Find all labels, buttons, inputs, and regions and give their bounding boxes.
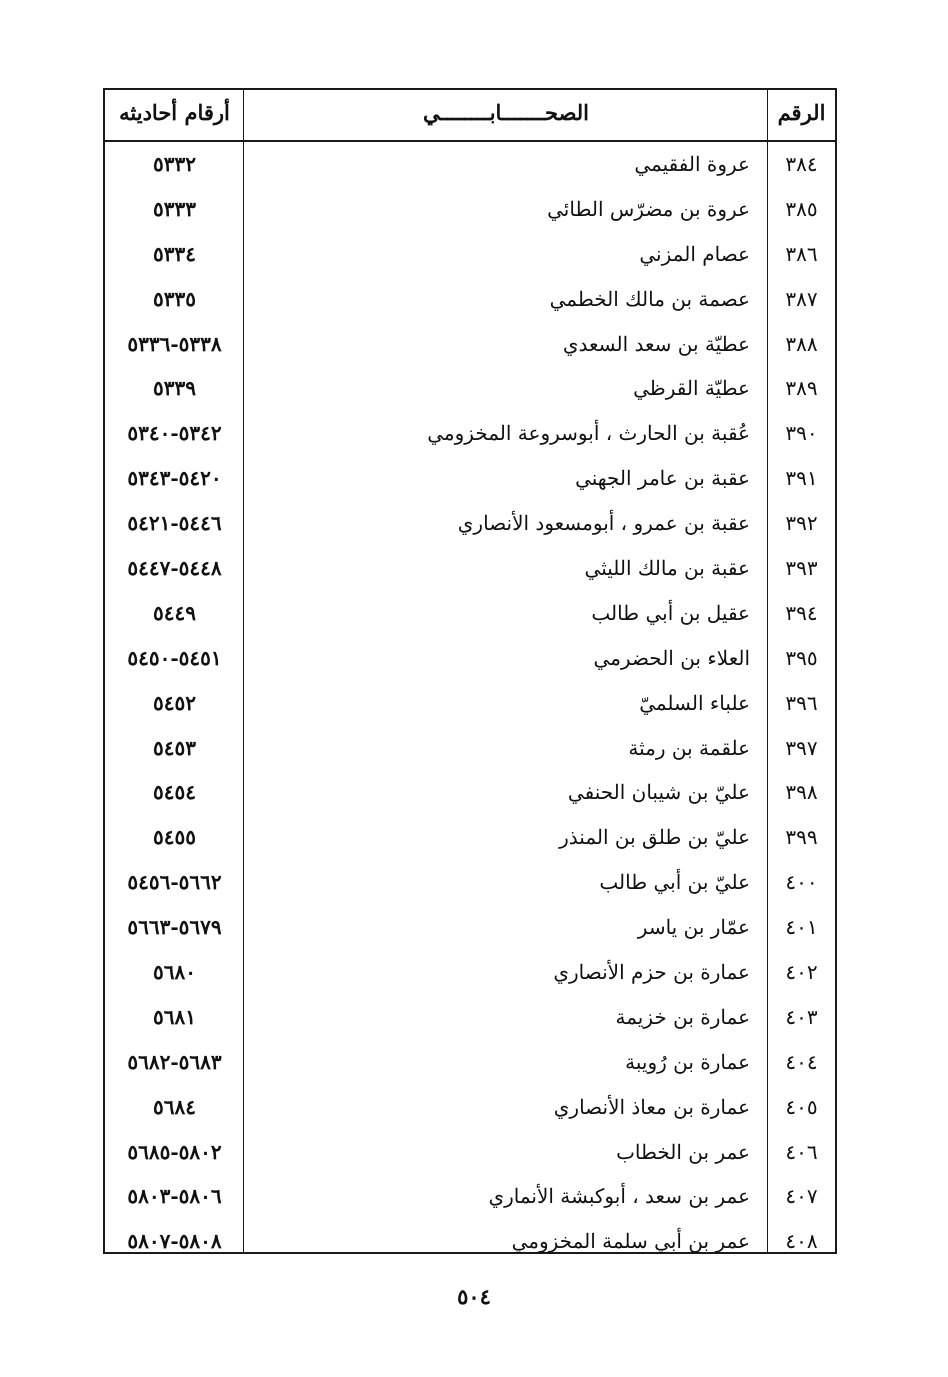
- row-number: ٤٠١: [785, 915, 818, 940]
- row-number: ٣٨٨: [785, 331, 818, 356]
- row-number: ٤٠٧: [785, 1184, 818, 1209]
- table-row: [105, 950, 835, 995]
- hadith-numbers: ٥٦٨٠: [153, 960, 196, 985]
- hadith-numbers: ٥٣٤٢-٥٣٤٠: [127, 421, 222, 446]
- companion-name: عمّار بن ياسر: [637, 915, 750, 940]
- table-header: [105, 90, 835, 142]
- table-row: [105, 1219, 835, 1264]
- hadith-numbers: ٥٤٢٠-٥٣٤٣: [127, 466, 222, 491]
- row-number: ٤٠٥: [785, 1094, 818, 1119]
- hadith-numbers: ٥٣٣٢: [153, 152, 196, 176]
- row-number: ٣٩٠: [785, 421, 818, 446]
- row-number: ٣٨٩: [785, 376, 818, 401]
- companion-name: عليّ بن أبي طالب: [599, 870, 750, 895]
- table-row: [105, 232, 835, 277]
- table-row: [105, 1130, 835, 1175]
- companion-name: عقبة بن مالك الليثي: [584, 556, 750, 581]
- companion-name: عطيّة بن سعد السعدي: [562, 331, 750, 356]
- row-number: ٣٩١: [785, 466, 818, 491]
- row-number: ٣٩٦: [785, 690, 818, 715]
- hadith-numbers: ٥٦٨٣-٥٦٨٢: [127, 1049, 222, 1074]
- hadith-numbers: ٥٣٣٥: [153, 286, 196, 311]
- companion-name: عمارة بن خزيمة: [615, 1004, 750, 1029]
- companion-name: عُقبة بن الحارث ، أبوسروعة المخزومي: [427, 421, 750, 446]
- hadith-numbers: ٥٨٠٢-٥٦٨٥: [127, 1139, 222, 1164]
- table-row: [105, 1040, 835, 1085]
- table-row: [105, 366, 835, 411]
- hadith-numbers: ٥٣٣٨-٥٣٣٦: [127, 331, 222, 356]
- row-number: ٤٠٦: [785, 1139, 818, 1164]
- table-row: [105, 815, 835, 860]
- hadith-numbers: ٥٦٧٩-٥٦٦٣: [127, 915, 222, 940]
- table-row: [105, 1174, 835, 1219]
- hadith-numbers: ٥٦٨١: [153, 1004, 196, 1029]
- table-row: [105, 187, 835, 232]
- hadith-numbers: ٥٦٦٢-٥٤٥٦: [127, 870, 222, 895]
- row-number: ٣٩٥: [785, 645, 818, 670]
- companion-name: عصمة بن مالك الخطمي: [549, 286, 750, 311]
- row-number: ٤٠٤: [785, 1049, 818, 1074]
- hadith-numbers: ٥٨٠٦-٥٨٠٣: [127, 1184, 222, 1209]
- companion-name: عمارة بن حزم الأنصاري: [553, 960, 750, 985]
- table-row: [105, 1085, 835, 1130]
- table-body: [105, 142, 835, 1252]
- table-row: [105, 995, 835, 1040]
- companion-name: العلاء بن الحضرمي: [593, 645, 750, 670]
- row-number: ٣٨٤: [785, 152, 818, 176]
- hadith-numbers: ٥٤٥٢: [153, 690, 196, 715]
- table-row: [105, 546, 835, 591]
- table-row: [105, 770, 835, 815]
- hadith-numbers: ٥٤٤٩: [153, 600, 196, 625]
- table-row: [105, 142, 835, 187]
- header-hadith-numbers: أرقام أحاديثه: [119, 100, 230, 125]
- companion-name: عمر بن سعد ، أبوكبشة الأنماري: [488, 1184, 750, 1209]
- companions-table: [103, 88, 837, 1254]
- companion-name: عصام المزني: [639, 241, 750, 266]
- companion-name: عطيّة القرظي: [633, 376, 750, 401]
- companion-name: عمارة بن معاذ الأنصاري: [553, 1094, 750, 1119]
- table-row: [105, 860, 835, 905]
- companion-name: عليّ بن شيبان الحنفي: [567, 780, 750, 805]
- hadith-numbers: ٥٣٣٩: [153, 376, 196, 401]
- companion-name: عمر بن الخطاب: [616, 1139, 750, 1164]
- table-row: [105, 591, 835, 636]
- row-number: ٤٠٣: [785, 1004, 818, 1029]
- hadith-numbers: ٥٣٣٣: [153, 196, 196, 221]
- row-number: ٣٩٨: [785, 780, 818, 805]
- header-companion: الصحـــــــابــــــــي: [422, 100, 590, 125]
- table-row: [105, 681, 835, 726]
- hadith-numbers: ٥٤٤٦-٥٤٢١: [127, 511, 222, 536]
- row-number: ٣٨٦: [785, 241, 818, 266]
- hadith-numbers: ٥٤٤٨-٥٤٤٧: [127, 556, 222, 581]
- table-row: [105, 905, 835, 950]
- page-number: ٥٠٤: [457, 1284, 491, 1309]
- row-number: ٤٠٠: [785, 870, 818, 895]
- companion-name: علقمة بن رمثة: [628, 735, 750, 760]
- hadith-numbers: ٥٣٣٤: [153, 241, 196, 266]
- row-number: ٣٩٧: [785, 735, 818, 760]
- table-row: [105, 456, 835, 501]
- hadith-numbers: ٥٤٥٥: [153, 825, 196, 850]
- companion-name: عروة بن مضرّس الطائي: [547, 196, 750, 221]
- row-number: ٤٠٨: [785, 1229, 818, 1254]
- table-row: [105, 636, 835, 681]
- companion-name: عليّ بن طلق بن المنذر: [559, 825, 750, 850]
- companion-name: علباء السلميّ: [639, 690, 750, 715]
- table-row: [105, 322, 835, 367]
- row-number: ٣٩٩: [785, 825, 818, 850]
- hadith-numbers: ٥٤٥٣: [153, 735, 196, 760]
- table-row: [105, 411, 835, 456]
- row-number: ٣٩٣: [785, 556, 818, 581]
- table-row: [105, 277, 835, 322]
- row-number: ٣٨٧: [785, 286, 818, 311]
- companion-name: عقبة بن عامر الجهني: [575, 466, 750, 491]
- header-number: الرقم: [777, 100, 826, 125]
- companion-name: عروة الفقيمي: [634, 152, 750, 176]
- hadith-numbers: ٥٤٥٤: [153, 780, 196, 805]
- row-number: ٣٩٢: [785, 511, 818, 536]
- table-row: [105, 501, 835, 546]
- row-number: ٤٠٢: [785, 960, 818, 985]
- companion-name: عمر بن أبي سلمة المخزومي: [511, 1229, 750, 1254]
- hadith-numbers: ٥٤٥١-٥٤٥٠: [127, 645, 222, 670]
- companion-name: عقبة بن عمرو ، أبومسعود الأنصاري: [457, 511, 750, 536]
- row-number: ٣٨٥: [785, 196, 818, 221]
- companion-name: عقيل بن أبي طالب: [591, 600, 750, 625]
- hadith-numbers: ٥٦٨٤: [153, 1094, 196, 1119]
- hadith-numbers: ٥٨٠٨-٥٨٠٧: [127, 1229, 222, 1254]
- companion-name: عمارة بن رُويبة: [625, 1049, 750, 1074]
- row-number: ٣٩٤: [785, 600, 818, 625]
- table-row: [105, 726, 835, 771]
